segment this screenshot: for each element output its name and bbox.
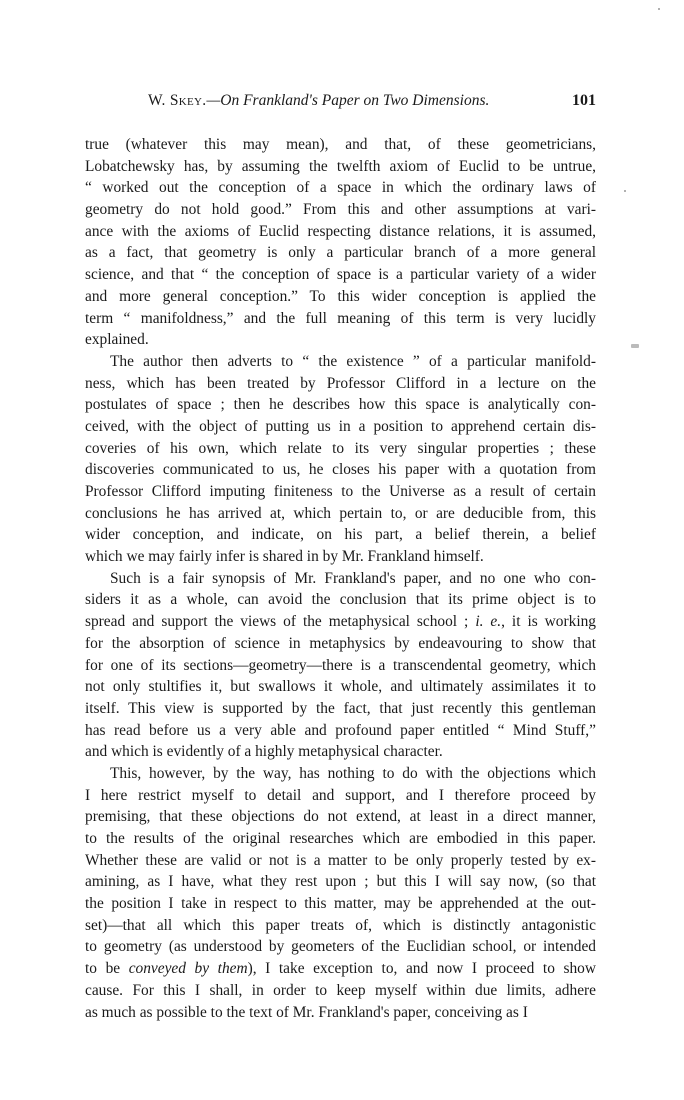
text-segment: science, and that “ the conception of space is a particular variety of a wider bbox=[85, 266, 596, 284]
text-line bbox=[85, 806, 596, 828]
text-line bbox=[85, 134, 596, 156]
text-segment: I here restrict myself to detail and support, and I therefore proceed by bbox=[85, 786, 596, 804]
text-line bbox=[85, 655, 596, 677]
text-segment: ness, which has been treated by Professor Clifford in a lecture on the bbox=[85, 374, 596, 392]
text-line bbox=[85, 438, 596, 460]
text-segment: for the absorption of science in metaphysics by endeavouring to show that bbox=[85, 634, 596, 652]
text-line bbox=[85, 980, 596, 1002]
paragraph bbox=[85, 568, 596, 763]
running-header bbox=[85, 92, 596, 114]
text-segment: as a fact, that geometry is only a particular branch of a more general bbox=[85, 244, 596, 262]
text-segment: to the results of the original researches which are embodied in this paper. bbox=[85, 830, 596, 847]
text-segment: itself. This view is supported by the fact, that just recently this gentleman bbox=[85, 699, 596, 717]
text-line bbox=[85, 264, 596, 286]
text-line bbox=[85, 893, 596, 915]
text-line bbox=[85, 524, 596, 546]
text-line bbox=[85, 394, 596, 416]
text-line bbox=[85, 286, 596, 308]
text-segment: explained. bbox=[85, 331, 149, 349]
text-segment: and which is evidently of a highly metaphysical character. bbox=[85, 743, 443, 761]
text-line bbox=[85, 741, 596, 763]
author-name: W. Skey. bbox=[148, 92, 207, 109]
text-segment: not only stultifies it, but swallows it whole, and ultimately assimilates it to bbox=[85, 678, 596, 696]
text-segment: , it is working bbox=[501, 613, 596, 631]
text-segment: to geometry (as understood by geometers of the Euclidian school, or intended bbox=[85, 938, 596, 956]
text-segment: ), I take exception to, and now I proceed to show bbox=[247, 960, 596, 978]
text-segment: discoveries communicated to us, he closes his paper with a quotation from bbox=[85, 461, 596, 479]
text-line bbox=[85, 221, 596, 243]
text-line bbox=[85, 156, 596, 178]
text-line bbox=[85, 416, 596, 438]
text-line bbox=[85, 242, 596, 264]
text-segment: and more general conception.” To this wider conception is applied the bbox=[85, 287, 596, 305]
scan-speck bbox=[658, 8, 660, 10]
text-segment: term “ manifoldness,” and the full meaning of this term is very lucidly bbox=[85, 309, 596, 327]
text-line bbox=[85, 676, 596, 698]
text-segment: the position I take in respect to this matter, may be apprehended at the out- bbox=[85, 895, 596, 913]
scan-speck bbox=[624, 190, 626, 192]
text-line bbox=[85, 459, 596, 481]
text-line bbox=[85, 481, 596, 503]
text-line bbox=[85, 785, 596, 807]
text-segment: Whether these are valid or not is a matter to be only properly tested by ex- bbox=[85, 851, 596, 869]
text-line bbox=[85, 936, 596, 958]
text-segment: which we may fairly infer is shared in by Mr. Frankland himself. bbox=[85, 548, 484, 566]
text-segment: Such is a fair synopsis of Mr. Frankland's paper, and no one who con- bbox=[110, 569, 596, 587]
text-line bbox=[85, 871, 596, 893]
paragraph bbox=[85, 134, 596, 351]
paragraph bbox=[85, 763, 596, 1023]
text-segment: spread and support the views of the metaphysical school ; bbox=[85, 613, 476, 631]
text-line bbox=[85, 698, 596, 720]
text-line bbox=[85, 308, 596, 330]
paragraph bbox=[85, 351, 596, 568]
text-segment: has read before us a very able and profound paper entitled “ Mind Stuff,” bbox=[85, 721, 596, 739]
text-segment: conclusions he has arrived at, which pertain to, or are deducible from, this bbox=[85, 504, 596, 522]
text-line bbox=[85, 177, 596, 199]
text-line bbox=[85, 503, 596, 525]
text-line bbox=[85, 720, 596, 742]
text-segment: siders it as a whole, can avoid the conclusion that its prime object is to bbox=[85, 591, 596, 609]
text-line bbox=[85, 199, 596, 221]
text-line bbox=[85, 850, 596, 872]
running-head bbox=[148, 92, 489, 110]
text-segment: cause. For this I shall, in order to keep myself within due limits, adhere bbox=[85, 981, 596, 999]
text-line bbox=[85, 589, 596, 611]
text-segment: ance with the axioms of Euclid respecting distance relations, it is assumed, bbox=[85, 222, 596, 240]
text-segment: “ worked out the conception of a space in which the ordinary laws of bbox=[85, 179, 596, 197]
text-line bbox=[85, 568, 596, 590]
text-line bbox=[85, 828, 596, 850]
text-line bbox=[85, 915, 596, 937]
text-segment: for one of its sections—geometry—there is a transcendental geometry, which bbox=[85, 656, 596, 674]
text-segment: The author then adverts to “ the existence ” of a particular manifold- bbox=[110, 352, 596, 370]
text-segment: ceived, with the object of putting us in a position to apprehend certain dis- bbox=[85, 417, 596, 435]
text-segment: premising, that these objections do not extend, at least in a direct manner, bbox=[85, 808, 596, 826]
italic-text: conveyed by them bbox=[128, 960, 248, 978]
text-segment: amining, as I have, what they rest upon ; but this I will say now, (so that bbox=[85, 873, 596, 891]
italic-text: i. e. bbox=[475, 613, 502, 631]
text-segment: Professor Clifford imputing finiteness to the Universe as a result of certain bbox=[85, 483, 596, 500]
text-segment: as much as possible to the text of Mr. Frankland's paper, conceiving as I bbox=[85, 1003, 528, 1021]
text-line bbox=[85, 1002, 596, 1024]
article-title: —On Frankland's Paper on Two Dimensions. bbox=[206, 92, 490, 109]
text-segment: This, however, by the way, has nothing to do with the objections which bbox=[110, 764, 596, 782]
text-segment: coveries of his own, which relate to its very singular properties ; these bbox=[85, 439, 596, 457]
text-line bbox=[85, 763, 596, 785]
text-segment: wider conception, and indicate, on his part, a belief therein, a belief bbox=[85, 526, 596, 544]
page-number: 101 bbox=[572, 92, 596, 109]
text-segment: true (whatever this may mean), and that, of these geometricians, bbox=[85, 136, 596, 153]
text-line bbox=[85, 546, 596, 568]
text-line bbox=[85, 351, 596, 373]
text-line bbox=[85, 329, 596, 351]
body-text bbox=[85, 134, 596, 1023]
text-segment: set)—that all which this paper treats of, which is distinctly antagonistic bbox=[85, 916, 596, 934]
text-line bbox=[85, 958, 596, 980]
text-line bbox=[85, 633, 596, 655]
scan-speck bbox=[631, 344, 639, 348]
text-segment: Lobatchewsky has, by assuming the twelfth axiom of Euclid to be untrue, bbox=[85, 157, 596, 175]
text-line bbox=[85, 373, 596, 395]
text-segment: to be bbox=[85, 960, 129, 978]
text-segment: postulates of space ; then he describes how this space is analytically con- bbox=[85, 396, 596, 414]
text-line bbox=[85, 611, 596, 633]
text-segment: geometry do not hold good.” From this and other assumptions at vari- bbox=[85, 201, 596, 219]
